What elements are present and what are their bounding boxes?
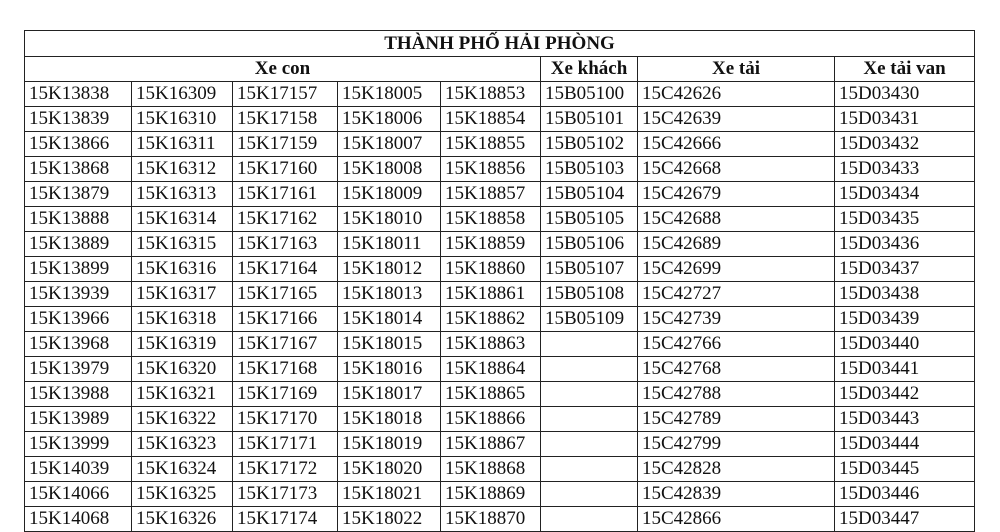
plate-cell: 15K17157	[233, 82, 338, 107]
plate-cell: 15K18010	[338, 207, 441, 232]
plate-cell: 15D03431	[835, 107, 975, 132]
plate-cell: 15K17158	[233, 107, 338, 132]
plate-cell: 15K18009	[338, 182, 441, 207]
plate-cell: 15K18861	[441, 282, 541, 307]
table-row	[25, 432, 975, 457]
plate-cell: 15K16322	[132, 407, 233, 432]
plate-cell: 15K18012	[338, 257, 441, 282]
table-row	[25, 507, 975, 532]
plate-cell: 15D03435	[835, 207, 975, 232]
table-row	[25, 407, 975, 432]
plate-cell: 15K18870	[441, 507, 541, 532]
plate-table	[24, 30, 975, 532]
plate-cell: 15D03442	[835, 382, 975, 407]
plate-cell: 15K13866	[25, 132, 132, 157]
plate-cell: 15K18857	[441, 182, 541, 207]
plate-cell: 15K17172	[233, 457, 338, 482]
plate-cell: 15D03436	[835, 232, 975, 257]
plate-cell: 15K18865	[441, 382, 541, 407]
table-row	[25, 482, 975, 507]
table-row	[25, 207, 975, 232]
plate-cell: 15K13966	[25, 307, 132, 332]
header-row	[25, 57, 975, 82]
plate-cell: 15K17163	[233, 232, 338, 257]
plate-cell	[541, 507, 638, 532]
plate-cell: 15C42739	[638, 307, 737, 332]
header-xe-tai: Xe tải	[638, 57, 835, 82]
header-xe-con: Xe con	[25, 57, 541, 82]
plate-cell: 15K17170	[233, 407, 338, 432]
table-row	[25, 332, 975, 357]
header-xe-tai-van: Xe tải van	[835, 57, 975, 82]
plate-cell: 15D03446	[835, 482, 975, 507]
plate-cell: 15D03447	[835, 507, 975, 532]
plate-cell: 15K17165	[233, 282, 338, 307]
plate-cell: 15K18017	[338, 382, 441, 407]
plate-cell: 15D03438	[835, 282, 975, 307]
table-title: THÀNH PHỐ HẢI PHÒNG	[25, 31, 975, 57]
plate-cell: 15K16325	[132, 482, 233, 507]
plate-cell: 15K16316	[132, 257, 233, 282]
table-row	[25, 82, 975, 107]
plate-cell: 15B05103	[541, 157, 638, 182]
plate-cell: 15K16311	[132, 132, 233, 157]
table-row	[25, 132, 975, 157]
plate-cell: 15K14039	[25, 457, 132, 482]
plate-cell: 15K17161	[233, 182, 338, 207]
plate-cell: 15C42766	[638, 332, 737, 357]
plate-cell: 15K16312	[132, 157, 233, 182]
plate-cell: 15D03433	[835, 157, 975, 182]
plate-cell: 15C42668	[638, 157, 737, 182]
plate-cell: 15K16315	[132, 232, 233, 257]
plate-cell: 15B05104	[541, 182, 638, 207]
plate-cell: 15K18854	[441, 107, 541, 132]
plate-cell: 15K18006	[338, 107, 441, 132]
plate-cell: 15K18864	[441, 357, 541, 382]
plate-cell: 15D03430	[835, 82, 975, 107]
plate-cell: 15K18022	[338, 507, 441, 532]
plate-cell	[541, 432, 638, 457]
plate-cell: 15K18868	[441, 457, 541, 482]
plate-cell: 15D03440	[835, 332, 975, 357]
title-row	[25, 31, 975, 57]
plate-cell: 15K13838	[25, 82, 132, 107]
plate-cell	[737, 507, 835, 532]
plate-cell: 15K13988	[25, 382, 132, 407]
table-row	[25, 182, 975, 207]
header-xe-khach: Xe khách	[541, 57, 638, 82]
plate-cell	[541, 382, 638, 407]
plate-cell: 15B05102	[541, 132, 638, 157]
plate-cell: 15K16317	[132, 282, 233, 307]
plate-cell	[737, 157, 835, 182]
plate-cell: 15K13979	[25, 357, 132, 382]
table-row	[25, 107, 975, 132]
plate-cell	[737, 332, 835, 357]
plate-cell: 15K16309	[132, 82, 233, 107]
plate-cell	[737, 457, 835, 482]
plate-cell: 15K18016	[338, 357, 441, 382]
plate-cell: 15D03437	[835, 257, 975, 282]
plate-cell: 15K18019	[338, 432, 441, 457]
table-row	[25, 257, 975, 282]
plate-cell: 15K17167	[233, 332, 338, 357]
plate-cell: 15C42699	[638, 257, 737, 282]
plate-cell: 15K17162	[233, 207, 338, 232]
plate-cell: 15K18855	[441, 132, 541, 157]
plate-cell: 15K16313	[132, 182, 233, 207]
plate-cell: 15K18013	[338, 282, 441, 307]
plate-cell: 15K18866	[441, 407, 541, 432]
plate-cell	[737, 432, 835, 457]
plate-cell: 15K18858	[441, 207, 541, 232]
plate-cell: 15B05106	[541, 232, 638, 257]
plate-cell: 15K17171	[233, 432, 338, 457]
plate-cell: 15K16320	[132, 357, 233, 382]
plate-cell: 15K18011	[338, 232, 441, 257]
plate-cell	[737, 257, 835, 282]
plate-cell: 15D03441	[835, 357, 975, 382]
plate-cell: 15C42727	[638, 282, 737, 307]
plate-cell	[737, 207, 835, 232]
plate-cell: 15K18862	[441, 307, 541, 332]
plate-cell: 15C42799	[638, 432, 737, 457]
plate-cell: 15K18869	[441, 482, 541, 507]
plate-cell	[737, 282, 835, 307]
plate-cell: 15K18015	[338, 332, 441, 357]
plate-cell: 15K18856	[441, 157, 541, 182]
plate-cell: 15K13889	[25, 232, 132, 257]
plate-cell: 15K17174	[233, 507, 338, 532]
plate-cell: 15C42666	[638, 132, 737, 157]
plate-cell	[737, 82, 835, 107]
plate-cell	[737, 107, 835, 132]
plate-cell: 15C42639	[638, 107, 737, 132]
plate-cell: 15B05108	[541, 282, 638, 307]
plate-cell	[737, 307, 835, 332]
plate-cell: 15K18860	[441, 257, 541, 282]
plate-cell: 15K13939	[25, 282, 132, 307]
plate-cell: 15K13839	[25, 107, 132, 132]
table-row	[25, 382, 975, 407]
plate-cell: 15K18018	[338, 407, 441, 432]
plate-cell: 15K17166	[233, 307, 338, 332]
table-row	[25, 457, 975, 482]
plate-cell: 15C42768	[638, 357, 737, 382]
plate-cell	[737, 382, 835, 407]
plate-cell: 15K13899	[25, 257, 132, 282]
plate-cell: 15K16323	[132, 432, 233, 457]
plate-cell: 15K18867	[441, 432, 541, 457]
plate-cell: 15B05109	[541, 307, 638, 332]
plate-cell: 15C42789	[638, 407, 737, 432]
table-row	[25, 282, 975, 307]
plate-cell: 15K14068	[25, 507, 132, 532]
plate-cell: 15C42788	[638, 382, 737, 407]
plate-cell: 15K16310	[132, 107, 233, 132]
table-row	[25, 157, 975, 182]
plate-cell: 15K17160	[233, 157, 338, 182]
plate-cell: 15K17159	[233, 132, 338, 157]
plate-cell: 15D03444	[835, 432, 975, 457]
plate-cell: 15D03439	[835, 307, 975, 332]
plate-cell: 15K17173	[233, 482, 338, 507]
plate-cell: 15K18863	[441, 332, 541, 357]
plate-cell: 15D03443	[835, 407, 975, 432]
plate-cell	[737, 482, 835, 507]
plate-cell: 15C42626	[638, 82, 737, 107]
plate-cell: 15C42866	[638, 507, 737, 532]
plate-cell: 15B05100	[541, 82, 638, 107]
plate-cell: 15K18021	[338, 482, 441, 507]
plate-cell	[737, 357, 835, 382]
plate-cell: 15K16324	[132, 457, 233, 482]
plate-cell: 15K17164	[233, 257, 338, 282]
plate-cell	[541, 357, 638, 382]
plate-cell	[541, 457, 638, 482]
plate-cell: 15K16326	[132, 507, 233, 532]
plate-cell: 15K18853	[441, 82, 541, 107]
plate-cell: 15K18008	[338, 157, 441, 182]
plate-cell: 15K13989	[25, 407, 132, 432]
plate-cell: 15K18014	[338, 307, 441, 332]
plate-cell: 15K16319	[132, 332, 233, 357]
plate-cell: 15K13888	[25, 207, 132, 232]
plate-cell	[541, 482, 638, 507]
plate-cell: 15K18859	[441, 232, 541, 257]
plate-cell: 15K16314	[132, 207, 233, 232]
plate-cell	[737, 132, 835, 157]
plate-cell: 15B05107	[541, 257, 638, 282]
plate-cell: 15D03445	[835, 457, 975, 482]
plate-cell: 15B05105	[541, 207, 638, 232]
plate-cell: 15K18020	[338, 457, 441, 482]
table-row	[25, 357, 975, 382]
table-row	[25, 232, 975, 257]
plate-cell: 15C42679	[638, 182, 737, 207]
plate-cell: 15K14066	[25, 482, 132, 507]
plate-cell: 15K17169	[233, 382, 338, 407]
plate-cell: 15K16321	[132, 382, 233, 407]
table-row	[25, 307, 975, 332]
plate-cell: 15K18007	[338, 132, 441, 157]
plate-cell: 15D03434	[835, 182, 975, 207]
plate-cell: 15K13868	[25, 157, 132, 182]
plate-cell: 15K18005	[338, 82, 441, 107]
plate-cell	[737, 182, 835, 207]
plate-cell: 15K13968	[25, 332, 132, 357]
plate-cell: 15C42839	[638, 482, 737, 507]
plate-cell	[737, 407, 835, 432]
plate-cell: 15C42689	[638, 232, 737, 257]
plate-cell	[541, 332, 638, 357]
plate-cell: 15C42828	[638, 457, 737, 482]
plate-cell: 15D03432	[835, 132, 975, 157]
plate-cell: 15K17168	[233, 357, 338, 382]
plate-cell: 15K16318	[132, 307, 233, 332]
plate-cell: 15K13999	[25, 432, 132, 457]
plate-cell: 15K13879	[25, 182, 132, 207]
plate-cell	[541, 407, 638, 432]
plate-cell	[737, 232, 835, 257]
plate-cell: 15C42688	[638, 207, 737, 232]
plate-cell: 15B05101	[541, 107, 638, 132]
